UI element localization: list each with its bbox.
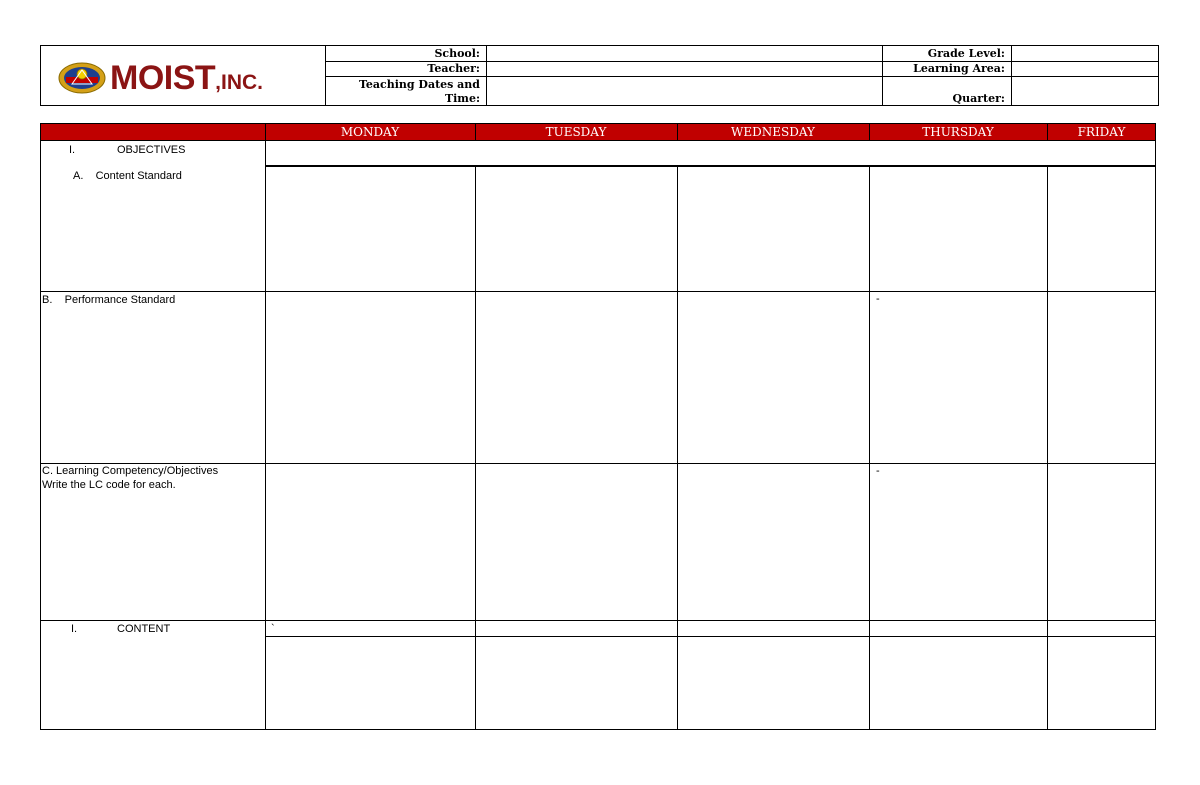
dates-field[interactable]: [487, 77, 882, 105]
school-label: School:: [434, 47, 480, 60]
content-number: I.: [71, 623, 78, 635]
content-standard-friday[interactable]: [1048, 168, 1155, 291]
competency-label: C. Learning Competency/Objectives: [42, 465, 219, 477]
objectives-label: OBJECTIVES: [117, 144, 186, 156]
moist-seal-icon: [58, 62, 106, 94]
content-label: CONTENT: [117, 623, 171, 635]
day-tuesday: TUESDAY: [545, 125, 607, 139]
content-monday-mark: `: [271, 623, 275, 635]
content-standard-thursday[interactable]: [870, 168, 1047, 291]
content-standard-monday[interactable]: [266, 168, 475, 291]
performance-standard-label: B. Performance Standard: [42, 294, 176, 306]
school-field[interactable]: [487, 46, 882, 61]
dates-label-line1: Teaching Dates and: [358, 78, 480, 91]
grade-level-label: Grade Level:: [927, 47, 1005, 60]
brand-logo: [110, 61, 263, 100]
content-standard-wednesday[interactable]: [678, 168, 869, 291]
brand-suffix: ,INC.: [215, 71, 264, 94]
day-monday: MONDAY: [340, 125, 400, 139]
quarter-field[interactable]: [1012, 77, 1158, 105]
content-standard-label: A. Content Standard: [73, 170, 182, 182]
learning-area-field[interactable]: [1012, 62, 1158, 76]
dates-label-line2: Time:: [444, 92, 480, 105]
teacher-label: Teacher:: [427, 62, 480, 75]
header-fields: [326, 46, 1158, 105]
header-block: [40, 45, 1159, 106]
objectives-number: I.: [69, 144, 76, 156]
teacher-field[interactable]: [487, 62, 882, 76]
lesson-plan-table: [40, 123, 1156, 730]
grade-level-field[interactable]: [1012, 46, 1158, 61]
day-friday: FRIDAY: [1077, 125, 1126, 139]
brand-name: MOIST: [110, 59, 216, 97]
content-standard-tuesday[interactable]: [476, 168, 677, 291]
logo-cell: [41, 46, 326, 105]
objectives-cell[interactable]: [266, 142, 1155, 165]
learning-area-label: Learning Area:: [913, 62, 1005, 75]
competency-thursday-mark: -: [876, 465, 880, 477]
day-thursday: THURSDAY: [922, 125, 994, 139]
performance-thursday-mark: -: [876, 293, 880, 305]
competency-note: Write the LC code for each.: [42, 479, 176, 491]
day-wednesday: WEDNESDAY: [731, 125, 815, 139]
quarter-label: Quarter:: [952, 92, 1005, 105]
